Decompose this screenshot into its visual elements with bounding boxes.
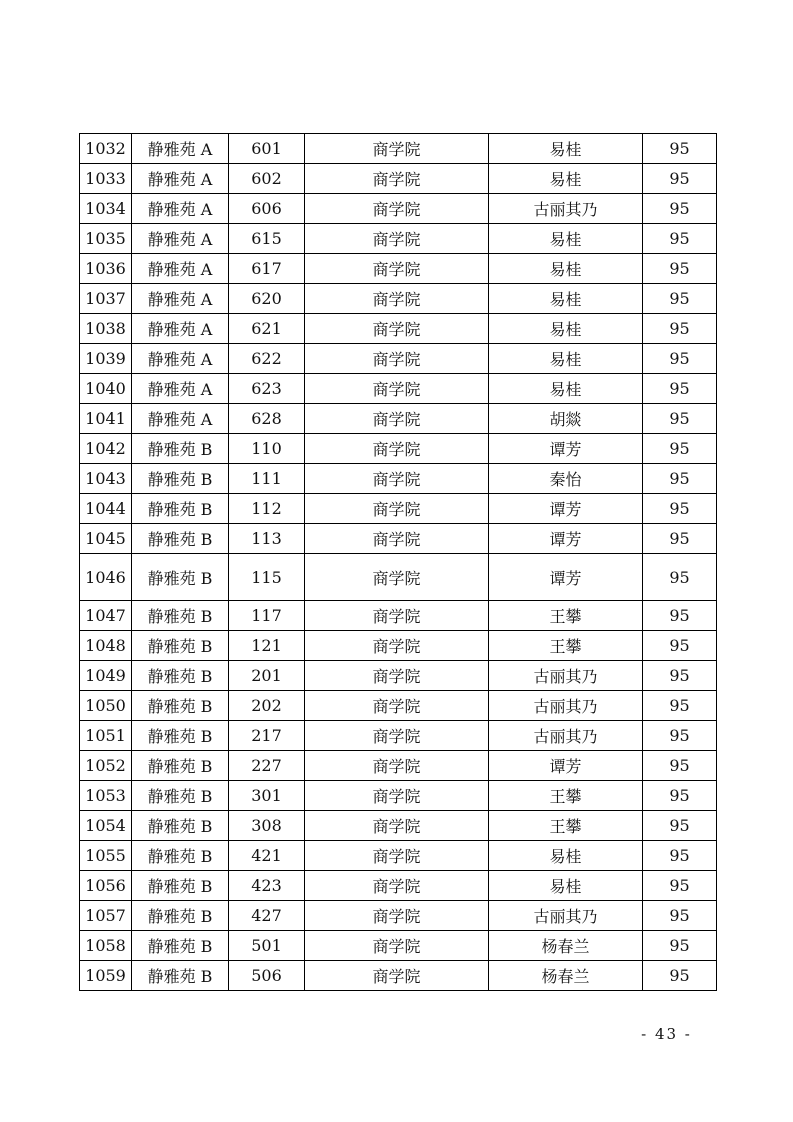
score-cell: 95 [643, 811, 717, 841]
table-row [80, 194, 717, 224]
score-cell: 95 [643, 134, 717, 164]
table-row [80, 751, 717, 781]
counselor-cell: 胡燚 [489, 404, 643, 434]
score-cell: 95 [643, 194, 717, 224]
score-cell: 95 [643, 841, 717, 871]
college-cell: 商学院 [305, 434, 489, 464]
row-number-cell: 1044 [80, 494, 132, 524]
table-row [80, 254, 717, 284]
room-cell: 506 [229, 961, 305, 991]
room-cell: 202 [229, 691, 305, 721]
counselor-cell: 易桂 [489, 284, 643, 314]
building-cell: 静雅苑 A [132, 224, 229, 254]
college-cell: 商学院 [305, 284, 489, 314]
table-row [80, 601, 717, 631]
college-cell: 商学院 [305, 601, 489, 631]
room-cell: 113 [229, 524, 305, 554]
counselor-cell: 谭芳 [489, 434, 643, 464]
college-cell: 商学院 [305, 751, 489, 781]
table-body [80, 134, 717, 991]
table-row [80, 661, 717, 691]
row-number-cell: 1054 [80, 811, 132, 841]
counselor-cell: 易桂 [489, 134, 643, 164]
table-row [80, 554, 717, 601]
score-cell: 95 [643, 751, 717, 781]
room-cell: 617 [229, 254, 305, 284]
building-cell: 静雅苑 A [132, 314, 229, 344]
building-cell: 静雅苑 B [132, 494, 229, 524]
college-cell: 商学院 [305, 224, 489, 254]
counselor-cell: 谭芳 [489, 494, 643, 524]
room-cell: 421 [229, 841, 305, 871]
table-row [80, 404, 717, 434]
counselor-cell: 易桂 [489, 344, 643, 374]
college-cell: 商学院 [305, 374, 489, 404]
college-cell: 商学院 [305, 554, 489, 601]
building-cell: 静雅苑 A [132, 194, 229, 224]
counselor-cell: 秦怡 [489, 464, 643, 494]
room-cell: 111 [229, 464, 305, 494]
counselor-cell: 古丽其乃 [489, 194, 643, 224]
row-number-cell: 1045 [80, 524, 132, 554]
building-cell: 静雅苑 B [132, 871, 229, 901]
score-cell: 95 [643, 781, 717, 811]
counselor-cell: 杨春兰 [489, 931, 643, 961]
building-cell: 静雅苑 B [132, 721, 229, 751]
college-cell: 商学院 [305, 961, 489, 991]
score-cell: 95 [643, 374, 717, 404]
score-cell: 95 [643, 164, 717, 194]
row-number-cell: 1036 [80, 254, 132, 284]
building-cell: 静雅苑 B [132, 811, 229, 841]
page-number: - 43 - [641, 1025, 692, 1043]
row-number-cell: 1051 [80, 721, 132, 751]
row-number-cell: 1040 [80, 374, 132, 404]
room-cell: 423 [229, 871, 305, 901]
building-cell: 静雅苑 A [132, 284, 229, 314]
college-cell: 商学院 [305, 871, 489, 901]
college-cell: 商学院 [305, 781, 489, 811]
college-cell: 商学院 [305, 901, 489, 931]
score-cell: 95 [643, 224, 717, 254]
room-cell: 623 [229, 374, 305, 404]
dormitory-score-table [79, 133, 717, 991]
building-cell: 静雅苑 B [132, 661, 229, 691]
building-cell: 静雅苑 A [132, 404, 229, 434]
row-number-cell: 1035 [80, 224, 132, 254]
counselor-cell: 王攀 [489, 811, 643, 841]
score-cell: 95 [643, 404, 717, 434]
college-cell: 商学院 [305, 464, 489, 494]
table-row [80, 224, 717, 254]
building-cell: 静雅苑 B [132, 631, 229, 661]
college-cell: 商学院 [305, 254, 489, 284]
table-row [80, 494, 717, 524]
row-number-cell: 1032 [80, 134, 132, 164]
table-row [80, 284, 717, 314]
score-cell: 95 [643, 901, 717, 931]
counselor-cell: 谭芳 [489, 554, 643, 601]
score-cell: 95 [643, 314, 717, 344]
building-cell: 静雅苑 A [132, 134, 229, 164]
score-cell: 95 [643, 601, 717, 631]
counselor-cell: 王攀 [489, 631, 643, 661]
table-row [80, 434, 717, 464]
building-cell: 静雅苑 B [132, 464, 229, 494]
row-number-cell: 1049 [80, 661, 132, 691]
row-number-cell: 1039 [80, 344, 132, 374]
table-row [80, 871, 717, 901]
table-row [80, 344, 717, 374]
counselor-cell: 古丽其乃 [489, 661, 643, 691]
building-cell: 静雅苑 B [132, 691, 229, 721]
building-cell: 静雅苑 B [132, 961, 229, 991]
college-cell: 商学院 [305, 524, 489, 554]
college-cell: 商学院 [305, 494, 489, 524]
college-cell: 商学院 [305, 194, 489, 224]
score-cell: 95 [643, 661, 717, 691]
counselor-cell: 杨春兰 [489, 961, 643, 991]
counselor-cell: 王攀 [489, 781, 643, 811]
room-cell: 427 [229, 901, 305, 931]
row-number-cell: 1053 [80, 781, 132, 811]
building-cell: 静雅苑 B [132, 751, 229, 781]
score-cell: 95 [643, 434, 717, 464]
counselor-cell: 易桂 [489, 224, 643, 254]
counselor-cell: 易桂 [489, 164, 643, 194]
row-number-cell: 1043 [80, 464, 132, 494]
room-cell: 501 [229, 931, 305, 961]
table-row [80, 811, 717, 841]
college-cell: 商学院 [305, 164, 489, 194]
score-cell: 95 [643, 464, 717, 494]
building-cell: 静雅苑 A [132, 374, 229, 404]
counselor-cell: 易桂 [489, 374, 643, 404]
counselor-cell: 王攀 [489, 601, 643, 631]
score-cell: 95 [643, 344, 717, 374]
table-row [80, 164, 717, 194]
counselor-cell: 易桂 [489, 314, 643, 344]
counselor-cell: 古丽其乃 [489, 691, 643, 721]
counselor-cell: 古丽其乃 [489, 721, 643, 751]
row-number-cell: 1052 [80, 751, 132, 781]
score-cell: 95 [643, 691, 717, 721]
room-cell: 117 [229, 601, 305, 631]
score-cell: 95 [643, 961, 717, 991]
college-cell: 商学院 [305, 841, 489, 871]
room-cell: 628 [229, 404, 305, 434]
row-number-cell: 1057 [80, 901, 132, 931]
room-cell: 115 [229, 554, 305, 601]
counselor-cell: 古丽其乃 [489, 901, 643, 931]
college-cell: 商学院 [305, 404, 489, 434]
table-row [80, 721, 717, 751]
score-cell: 95 [643, 494, 717, 524]
row-number-cell: 1037 [80, 284, 132, 314]
table-row [80, 781, 717, 811]
row-number-cell: 1041 [80, 404, 132, 434]
score-cell: 95 [643, 254, 717, 284]
college-cell: 商学院 [305, 631, 489, 661]
row-number-cell: 1034 [80, 194, 132, 224]
building-cell: 静雅苑 B [132, 931, 229, 961]
room-cell: 606 [229, 194, 305, 224]
room-cell: 620 [229, 284, 305, 314]
building-cell: 静雅苑 A [132, 344, 229, 374]
room-cell: 621 [229, 314, 305, 344]
table-row [80, 931, 717, 961]
room-cell: 110 [229, 434, 305, 464]
room-cell: 227 [229, 751, 305, 781]
building-cell: 静雅苑 B [132, 601, 229, 631]
building-cell: 静雅苑 B [132, 781, 229, 811]
score-cell: 95 [643, 871, 717, 901]
college-cell: 商学院 [305, 661, 489, 691]
table-row [80, 464, 717, 494]
score-cell: 95 [643, 554, 717, 601]
room-cell: 601 [229, 134, 305, 164]
score-cell: 95 [643, 931, 717, 961]
table-row [80, 314, 717, 344]
building-cell: 静雅苑 A [132, 164, 229, 194]
college-cell: 商学院 [305, 811, 489, 841]
row-number-cell: 1046 [80, 554, 132, 601]
row-number-cell: 1042 [80, 434, 132, 464]
room-cell: 615 [229, 224, 305, 254]
table-row [80, 134, 717, 164]
table-row [80, 374, 717, 404]
room-cell: 622 [229, 344, 305, 374]
counselor-cell: 谭芳 [489, 751, 643, 781]
score-cell: 95 [643, 631, 717, 661]
row-number-cell: 1058 [80, 931, 132, 961]
building-cell: 静雅苑 B [132, 554, 229, 601]
building-cell: 静雅苑 A [132, 254, 229, 284]
row-number-cell: 1038 [80, 314, 132, 344]
table-row [80, 901, 717, 931]
row-number-cell: 1047 [80, 601, 132, 631]
building-cell: 静雅苑 B [132, 434, 229, 464]
score-cell: 95 [643, 524, 717, 554]
college-cell: 商学院 [305, 691, 489, 721]
counselor-cell: 谭芳 [489, 524, 643, 554]
row-number-cell: 1050 [80, 691, 132, 721]
table-row [80, 524, 717, 554]
building-cell: 静雅苑 B [132, 901, 229, 931]
counselor-cell: 易桂 [489, 871, 643, 901]
room-cell: 112 [229, 494, 305, 524]
college-cell: 商学院 [305, 134, 489, 164]
building-cell: 静雅苑 B [132, 524, 229, 554]
row-number-cell: 1059 [80, 961, 132, 991]
room-cell: 217 [229, 721, 305, 751]
table-row [80, 691, 717, 721]
college-cell: 商学院 [305, 344, 489, 374]
room-cell: 121 [229, 631, 305, 661]
counselor-cell: 易桂 [489, 841, 643, 871]
room-cell: 201 [229, 661, 305, 691]
row-number-cell: 1056 [80, 871, 132, 901]
row-number-cell: 1055 [80, 841, 132, 871]
building-cell: 静雅苑 B [132, 841, 229, 871]
table-row [80, 631, 717, 661]
room-cell: 301 [229, 781, 305, 811]
college-cell: 商学院 [305, 721, 489, 751]
room-cell: 602 [229, 164, 305, 194]
row-number-cell: 1033 [80, 164, 132, 194]
room-cell: 308 [229, 811, 305, 841]
college-cell: 商学院 [305, 931, 489, 961]
score-cell: 95 [643, 721, 717, 751]
college-cell: 商学院 [305, 314, 489, 344]
counselor-cell: 易桂 [489, 254, 643, 284]
table-row [80, 841, 717, 871]
score-cell: 95 [643, 284, 717, 314]
row-number-cell: 1048 [80, 631, 132, 661]
table-row [80, 961, 717, 991]
